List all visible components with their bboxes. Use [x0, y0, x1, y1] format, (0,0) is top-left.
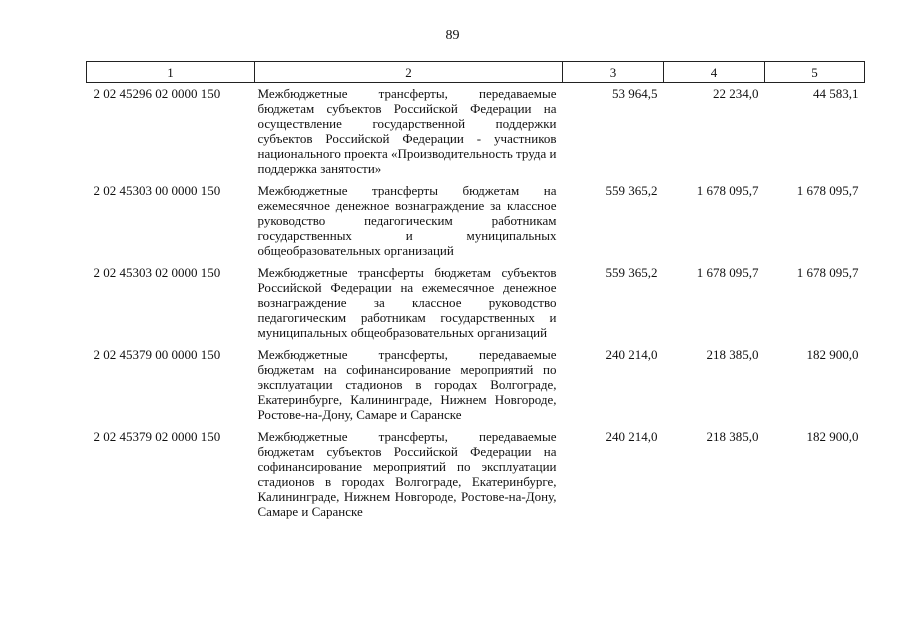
table-row — [87, 344, 865, 426]
header-col-3: 3 — [563, 62, 664, 83]
header-col-5: 5 — [765, 62, 865, 83]
value-col-3-cell: 53 964,5 — [612, 86, 658, 101]
value-col-4-cell: 1 678 095,7 — [696, 265, 759, 280]
value-col-3-cell: 559 365,2 — [605, 265, 658, 280]
page-number: 89 — [445, 28, 460, 43]
description-cell: Межбюджетные трансферты, передаваемые бюджетам субъектов Российской Федерации на софинансирование мероприятий по эксплуатации стадионов в городах Волгограде, Екатеринбурге, Калининграде, Нижнем Новгороде, Ростове-на-Дону, Самаре и Саранске — [257, 429, 557, 519]
header-col-4: 4 — [664, 62, 765, 83]
description-cell: Межбюджетные трансферты бюджетам субъектов Российской Федерации на ежемесячное денежное вознаграждение за классное руководство педагогическим работникам государственных и муниципальных общеобразовательных организаций — [257, 265, 557, 340]
value-col-5-cell: 182 900,0 — [806, 429, 859, 444]
table-row — [87, 262, 865, 344]
table-row — [87, 180, 865, 262]
budget-code-cell: 2 02 45379 02 0000 150 — [93, 429, 221, 444]
value-col-3-cell: 559 365,2 — [605, 183, 658, 198]
description-cell: Межбюджетные трансферты бюджетам на ежемесячное денежное вознаграждение за классное руководство педагогическим работникам государственных и муниципальных общеобразовательных организаций — [257, 183, 557, 258]
description-cell: Межбюджетные трансферты, передаваемые бюджетам субъектов Российской Федерации на осуществление государственной поддержки субъектов Российской Федерации - участников национального проекта «Производительность труда и поддержка занятости» — [257, 86, 557, 176]
budget-code-cell: 2 02 45303 00 0000 150 — [93, 183, 221, 198]
value-col-4-cell: 22 234,0 — [713, 86, 759, 101]
budget-code-cell: 2 02 45303 02 0000 150 — [93, 265, 221, 280]
budget-table — [86, 61, 865, 523]
value-col-4-cell: 1 678 095,7 — [696, 183, 759, 198]
description-cell: Межбюджетные трансферты, передаваемые бюджетам на софинансирование мероприятий по эксплуатации стадионов в городах Волгограде, Екатеринбурге, Калининграде, Нижнем Новгороде, Ростове-на-Дону, Самаре и Саранске — [257, 347, 557, 422]
header-row — [87, 62, 865, 83]
value-col-5-cell: 1 678 095,7 — [796, 183, 859, 198]
value-col-4-cell: 218 385,0 — [706, 347, 759, 362]
budget-code-cell: 2 02 45379 00 0000 150 — [93, 347, 221, 362]
header-col-2: 2 — [255, 62, 563, 83]
value-col-4-cell: 218 385,0 — [706, 429, 759, 444]
budget-code-cell: 2 02 45296 02 0000 150 — [93, 86, 221, 101]
table-row — [87, 83, 865, 181]
table-row — [87, 426, 865, 523]
value-col-5-cell: 1 678 095,7 — [796, 265, 859, 280]
header-col-1: 1 — [87, 62, 255, 83]
value-col-5-cell: 182 900,0 — [806, 347, 859, 362]
value-col-3-cell: 240 214,0 — [605, 429, 658, 444]
value-col-3-cell: 240 214,0 — [605, 347, 658, 362]
value-col-5-cell: 44 583,1 — [813, 86, 859, 101]
